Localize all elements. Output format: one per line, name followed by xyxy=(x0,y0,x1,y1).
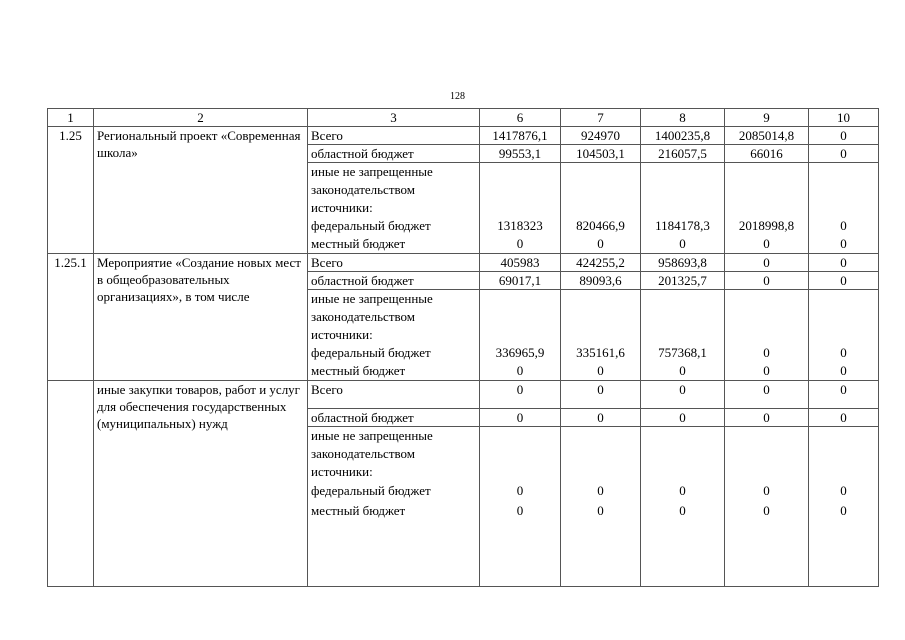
regional-value: 216057,5 xyxy=(641,145,725,163)
regional-value: 89093,6 xyxy=(561,272,641,290)
local-value: 0 xyxy=(516,236,524,251)
header-cell: 10 xyxy=(809,109,879,127)
other-label: источники: xyxy=(311,200,373,215)
other-label: иные не запрещенные xyxy=(311,291,433,306)
regional-value: 99553,1 xyxy=(480,145,561,163)
local-label: местный бюджет xyxy=(311,236,406,251)
total-value: 0 xyxy=(725,254,809,272)
sources-values xyxy=(480,290,561,381)
header-cell: 2 xyxy=(94,109,308,127)
item-number: 1.25.1 xyxy=(48,254,94,381)
item-name: иные закупки товаров, работ и услуг для обеспечения государственных (муниципальных) нужд xyxy=(94,381,308,587)
regional-value: 0 xyxy=(809,272,879,290)
federal-value: 0 xyxy=(679,483,686,498)
total-value: 0 xyxy=(725,381,809,409)
federal-value: 336965,9 xyxy=(495,345,545,360)
local-label: местный бюджет xyxy=(311,503,406,518)
regional-label: областной бюджет xyxy=(308,409,480,427)
item-number: 1.25 xyxy=(48,127,94,254)
table-row xyxy=(48,381,879,409)
local-value: 0 xyxy=(679,363,686,378)
regional-value: 0 xyxy=(480,409,561,427)
federal-value: 0 xyxy=(840,483,847,498)
federal-value: 0 xyxy=(763,345,770,360)
federal-value: 335161,6 xyxy=(576,345,625,360)
federal-value: 0 xyxy=(763,483,770,498)
federal-value: 820466,9 xyxy=(576,218,625,233)
total-value: 1417876,1 xyxy=(480,127,561,145)
other-label: законодательством xyxy=(311,182,416,197)
other-label: иные не запрещенные xyxy=(311,164,433,179)
federal-value: 757368,1 xyxy=(658,345,707,360)
sources-values xyxy=(480,163,561,254)
total-label: Всего xyxy=(308,127,480,145)
sources-values xyxy=(641,290,725,381)
regional-value: 0 xyxy=(809,409,879,427)
regional-label: областной бюджет xyxy=(308,272,480,290)
regional-value: 69017,1 xyxy=(480,272,561,290)
federal-value: 0 xyxy=(840,345,847,360)
local-value: 0 xyxy=(763,236,770,251)
total-value: 1400235,8 xyxy=(641,127,725,145)
local-value: 0 xyxy=(840,363,847,378)
federal-value: 1184178,3 xyxy=(655,218,710,233)
federal-label: федеральный бюджет xyxy=(311,218,431,233)
total-label: Всего xyxy=(308,381,480,409)
local-value: 0 xyxy=(840,503,847,518)
total-value: 405983 xyxy=(480,254,561,272)
sources-values xyxy=(561,163,641,254)
sources-values xyxy=(561,290,641,381)
header-cell: 9 xyxy=(725,109,809,127)
local-value: 0 xyxy=(597,236,604,251)
header-cell: 7 xyxy=(561,109,641,127)
total-value: 0 xyxy=(809,381,879,409)
header-cell: 6 xyxy=(480,109,561,127)
other-label: законодательством xyxy=(311,446,416,461)
local-value: 0 xyxy=(597,503,604,518)
total-value: 2085014,8 xyxy=(725,127,809,145)
federal-value: 2018998,8 xyxy=(738,218,795,233)
federal-value: 0 xyxy=(597,483,604,498)
sources-label xyxy=(308,290,480,381)
local-value: 0 xyxy=(516,503,524,518)
total-value: 424255,2 xyxy=(561,254,641,272)
other-label: законодательством xyxy=(311,309,416,324)
total-value: 0 xyxy=(561,381,641,409)
item-name: Региональный проект «Современная школа» xyxy=(94,127,308,254)
item-name: Мероприятие «Создание новых мест в общеобразовательных организациях», в том числе xyxy=(94,254,308,381)
regional-value: 0 xyxy=(725,409,809,427)
federal-value: 0 xyxy=(516,483,524,498)
other-label: источники: xyxy=(311,327,373,342)
regional-value: 201325,7 xyxy=(641,272,725,290)
regional-label: областной бюджет xyxy=(308,145,480,163)
sources-values xyxy=(641,427,725,587)
budget-table xyxy=(47,108,879,587)
sources-values xyxy=(809,427,879,587)
sources-values xyxy=(641,163,725,254)
total-value: 0 xyxy=(480,381,561,409)
total-value: 0 xyxy=(809,127,879,145)
regional-value: 0 xyxy=(641,409,725,427)
sources-label xyxy=(308,427,480,587)
sources-values xyxy=(561,427,641,587)
local-value: 0 xyxy=(763,363,770,378)
federal-label: федеральный бюджет xyxy=(311,345,431,360)
federal-label: федеральный бюджет xyxy=(311,483,431,498)
total-value: 958693,8 xyxy=(641,254,725,272)
sources-values xyxy=(725,163,809,254)
table-row xyxy=(48,127,879,145)
sources-values xyxy=(809,163,879,254)
item-number xyxy=(48,381,94,587)
other-label: иные не запрещенные xyxy=(311,428,433,443)
local-value: 0 xyxy=(679,236,686,251)
sources-values xyxy=(725,427,809,587)
federal-value: 1318323 xyxy=(497,218,543,233)
header-cell: 8 xyxy=(641,109,725,127)
header-row xyxy=(48,109,879,127)
federal-value: 0 xyxy=(840,218,847,233)
total-value: 924970 xyxy=(561,127,641,145)
regional-value: 0 xyxy=(809,145,879,163)
regional-value: 104503,1 xyxy=(561,145,641,163)
local-value: 0 xyxy=(597,363,604,378)
sources-values xyxy=(725,290,809,381)
regional-value: 0 xyxy=(561,409,641,427)
header-cell: 3 xyxy=(308,109,480,127)
sources-label xyxy=(308,163,480,254)
local-value: 0 xyxy=(763,503,770,518)
regional-value: 0 xyxy=(725,272,809,290)
total-value: 0 xyxy=(641,381,725,409)
total-label: Всего xyxy=(308,254,480,272)
table-row xyxy=(48,254,879,272)
local-value: 0 xyxy=(516,363,524,378)
header-cell: 1 xyxy=(48,109,94,127)
local-value: 0 xyxy=(679,503,686,518)
total-value: 0 xyxy=(809,254,879,272)
other-label: источники: xyxy=(311,464,373,479)
regional-value: 66016 xyxy=(725,145,809,163)
sources-values xyxy=(809,290,879,381)
sources-values xyxy=(480,427,561,587)
local-label: местный бюджет xyxy=(311,363,406,378)
local-value: 0 xyxy=(840,236,847,251)
page-number: 128 xyxy=(450,91,465,102)
